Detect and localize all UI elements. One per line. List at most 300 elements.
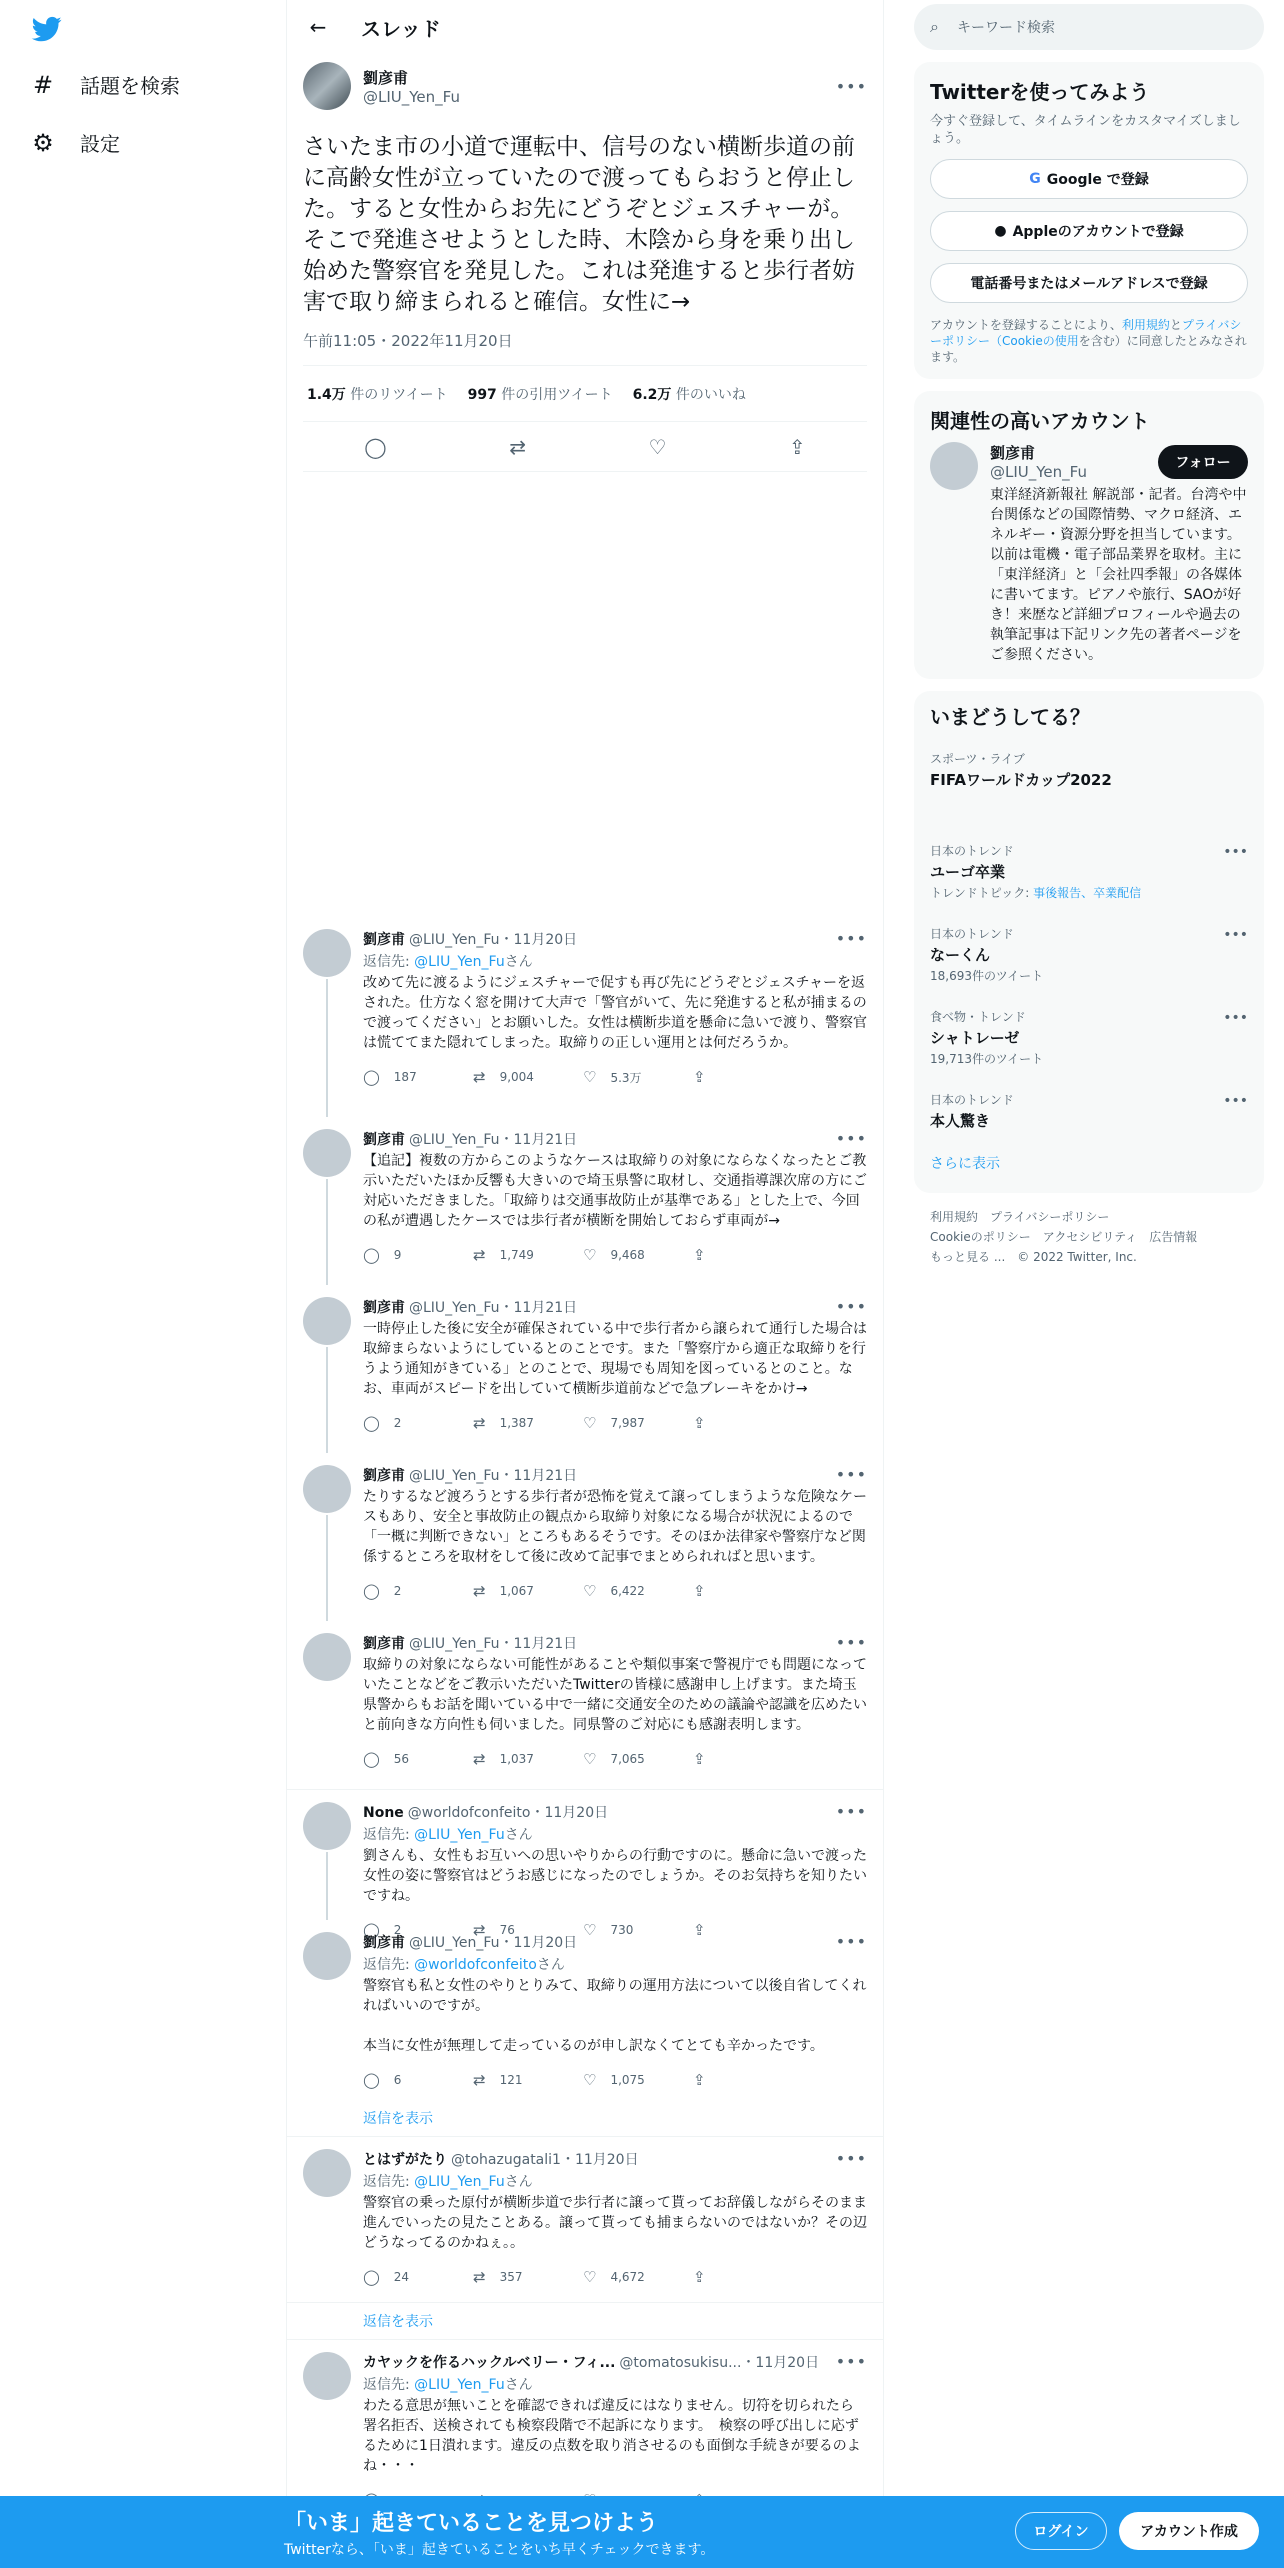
more-options-icon[interactable]: ••• <box>835 1129 867 1148</box>
retweet-icon: ⇄ <box>473 2071 486 2089</box>
search-icon: ⌕ <box>930 17 939 36</box>
replying-to-prefix: 返信先: <box>363 954 415 970</box>
reply-author-name[interactable]: 劉彦甫 <box>363 1468 405 1484</box>
trend-subtext <box>930 967 1248 984</box>
reply-icon: ◯ <box>363 1068 380 1086</box>
reply-tweet[interactable] <box>287 917 883 1117</box>
phone-signup-button[interactable]: 電話番号またはメールアドレスで登録 <box>930 263 1248 303</box>
reply-text: 劉さんも、女性もお互いへの思いやりからの行動ですのに。懸命に急いで渡った女性の姿に警察官はどうお感じになったのでしょうか。そのお気持ちを知りたいですね。 <box>363 1848 867 1904</box>
terms-text-1: アカウントを登録することにより、 <box>930 318 1122 332</box>
reply-count: 2 <box>393 1584 402 1598</box>
reply-button[interactable] <box>363 1246 473 1264</box>
reply-date[interactable]: ・11月20日 <box>560 2152 639 2168</box>
reply-actions <box>363 1065 867 1089</box>
retweet-count: 1,749 <box>499 1248 534 1262</box>
replying-to <box>363 1954 867 1974</box>
reply-tweet[interactable] <box>287 2340 883 2500</box>
trend-category: スポーツ・ライブ <box>930 752 1025 766</box>
reply-date[interactable]: ・11月20日 <box>530 1805 609 1821</box>
trend-subtext <box>930 884 1248 901</box>
related-accounts-card <box>914 391 1264 679</box>
like-count: 7,987 <box>610 1416 645 1430</box>
reply-body <box>363 2149 867 2302</box>
quote-stat[interactable] <box>468 384 613 404</box>
more-options-icon[interactable]: ••• <box>835 1633 867 1652</box>
reply-header <box>363 1297 867 1317</box>
replying-to-link[interactable]: @worldofconfeito <box>414 1957 537 1973</box>
related-title: 関連性の高いアカウント <box>930 409 1150 433</box>
back-arrow-icon[interactable]: ← <box>309 15 327 39</box>
terms-text-3: を含む）に同意したとみなされます。 <box>930 334 1247 364</box>
more-options-icon[interactable]: ••• <box>835 76 867 96</box>
reply-author-handle[interactable]: @LIU_Yen_Fu <box>409 1935 500 1951</box>
reply-author-handle[interactable]: @LIU_Yen_Fu <box>409 1300 500 1316</box>
reply-author-handle[interactable]: @LIU_Yen_Fu <box>409 932 500 948</box>
reply-body <box>363 1802 867 1939</box>
signup-card <box>914 62 1264 379</box>
trends-title: いまどうしてる？ <box>930 705 1090 729</box>
reply-tweet[interactable] <box>287 1920 883 2100</box>
trend-category: 日本のトレンド <box>930 927 1014 941</box>
hashtag-icon: # <box>32 70 54 99</box>
login-button[interactable]: ログイン <box>1015 2512 1107 2550</box>
related-name[interactable]: 劉彦甫 <box>990 444 1036 462</box>
reply-author-name[interactable]: 劉彦甫 <box>363 1300 405 1316</box>
author-name[interactable]: 劉彦甫 <box>363 68 409 87</box>
reply-button[interactable] <box>363 1414 473 1432</box>
retweet-button[interactable] <box>473 1414 583 1432</box>
replying-to-link[interactable]: @LIU_Yen_Fu <box>414 2377 505 2393</box>
footer-link[interactable]: 利用規約 <box>930 1210 979 1224</box>
reply-header <box>363 1932 867 1952</box>
reply-icon: ◯ <box>363 1750 380 1768</box>
reply-text: 警察官も私と女性のやりとりみて、取締りの運用方法について以後自省してくれればいいのですが。 本当に女性が無理して走っているのが申し訳なくてとても辛かったです。 <box>363 1978 867 2054</box>
reply-count: 56 <box>393 1752 410 1766</box>
like-count: 6,422 <box>610 1584 645 1598</box>
retweet-button[interactable] <box>473 1246 583 1264</box>
twitter-bird-icon[interactable] <box>30 14 64 44</box>
reply-actions <box>363 1411 867 1435</box>
trend-subtext-label: 19,713件のツイート <box>930 1052 1044 1066</box>
reply-author-handle[interactable]: @tomatosukisu... <box>619 2355 742 2371</box>
like-icon: ♡ <box>583 1750 597 1768</box>
like-icon: ♡ <box>583 1246 597 1264</box>
retweet-icon: ⇄ <box>473 1582 486 1600</box>
reply-body <box>363 1465 867 1621</box>
retweet-count: 1,037 <box>499 1752 534 1766</box>
trend-name: FIFAワールドカップ2022 <box>930 771 1112 789</box>
footer-more-link[interactable]: もっと見る ... <box>930 1250 1006 1264</box>
more-options-icon[interactable]: ••• <box>1223 1093 1248 1109</box>
reply-tweet[interactable] <box>287 2137 883 2302</box>
avatar[interactable] <box>303 1633 351 1681</box>
gear-icon: ⚙ <box>32 128 54 157</box>
share-icon: ⇪ <box>693 1582 706 1600</box>
trend-subtext-label: 18,693件のツイート <box>930 969 1044 983</box>
avatar[interactable] <box>303 2149 351 2197</box>
reply-icon: ◯ <box>363 1246 380 1264</box>
retweet-button[interactable] <box>473 1582 583 1600</box>
reply-button[interactable] <box>363 1068 473 1086</box>
like-stat-value: 6.2万 <box>632 386 672 403</box>
like-icon: ♡ <box>583 1414 597 1432</box>
share-icon: ⇪ <box>693 2071 706 2089</box>
reply-author-handle[interactable]: @LIU_Yen_Fu <box>409 1468 500 1484</box>
reply-count: 2 <box>393 1923 402 1937</box>
reply-button[interactable] <box>363 2268 473 2286</box>
reply-author-name[interactable]: 劉彦甫 <box>363 932 405 948</box>
author-names <box>363 67 460 106</box>
share-button[interactable] <box>693 2268 803 2286</box>
avatar[interactable] <box>303 1297 351 1345</box>
more-options-icon[interactable]: ••• <box>1223 1010 1248 1026</box>
share-icon: ⇪ <box>693 1414 706 1432</box>
reply-text: たりするなど渡ろうとする歩行者が恐怖を覚えて譲ってしまうような危険なケースもあり、安全と事故防止の観点から取締り対象になる場合が状況によるので「一概に判断できない」ところもあるそうです。そのほか法律家や警察庁など関係するところを取材をして後に改めて記事でまとめられればと思います。 <box>363 1489 867 1565</box>
media-placeholder <box>287 472 883 917</box>
reply-author-name[interactable]: 劉彦甫 <box>363 1935 405 1951</box>
reply-text: わたる意思が無いことを確認できれば違反にはなりません。切符を切られたら署名拒否、送検されても検察段階で不起訴になります。 検察の呼び出しに応ずるために1日潰れます。違反の点数を取り消させるのも面倒な手続きが要るのよね・・・ <box>363 2398 861 2474</box>
retweet-count: 1,067 <box>499 1584 534 1598</box>
footer-link[interactable]: アクセシビリティ <box>1042 1230 1138 1244</box>
like-stat[interactable] <box>633 384 746 404</box>
more-options-icon[interactable]: ••• <box>835 1932 867 1951</box>
avatar[interactable] <box>930 442 978 490</box>
reply-header <box>363 1129 867 1149</box>
reply-tweet[interactable] <box>287 1453 883 1621</box>
replying-to <box>363 951 867 971</box>
reply-author-handle[interactable]: @tohazugatali1 <box>451 2152 561 2168</box>
left-nav <box>0 0 286 2568</box>
reply-count: 2 <box>393 1416 402 1430</box>
reply-author-handle[interactable]: @LIU_Yen_Fu <box>409 1636 500 1652</box>
reply-tweet[interactable] <box>287 1117 883 1285</box>
share-icon[interactable]: ⇪ <box>788 434 806 459</box>
footer-links <box>914 1207 1264 1267</box>
reply-date[interactable]: ・11月21日 <box>499 1300 578 1316</box>
signup-title: Twitterを使ってみよう <box>930 80 1150 104</box>
reply-icon: ◯ <box>363 1582 380 1600</box>
avatar[interactable] <box>303 1129 351 1177</box>
trend-item[interactable] <box>930 830 1248 913</box>
like-button[interactable] <box>583 1414 693 1432</box>
retweet-button[interactable] <box>473 1750 583 1768</box>
like-count: 5.3万 <box>610 1070 642 1085</box>
reply-body <box>363 1129 867 1285</box>
replying-to-prefix: 返信先: <box>363 2174 415 2190</box>
trend-category: 日本のトレンド <box>930 844 1014 858</box>
reply-header <box>363 2352 867 2372</box>
reply-body <box>363 929 867 1117</box>
replying-to <box>363 2171 867 2191</box>
related-handle[interactable]: @LIU_Yen_Fu <box>990 463 1087 481</box>
reply-button[interactable] <box>363 1750 473 1768</box>
retweet-stat-value: 1.4万 <box>307 386 346 403</box>
reply-date[interactable]: ・11月21日 <box>499 1468 578 1484</box>
thread-line <box>326 1515 328 1621</box>
like-button[interactable] <box>583 2268 693 2286</box>
reply-button[interactable] <box>363 1582 473 1600</box>
reply-text: 取締りの対象にならない可能性があることや類似事案で警視庁でも問題になっていたことなどをご教示いただいたTwitterの皆様に感謝申し上げます。また埼玉県警からもお話を聞いている中で一緒に交通安全のための議論や認識を広めたいと前向きな方向性も伺いました。同県警のご対応にも感謝表明します。 <box>363 1657 867 1733</box>
retweet-icon: ⇄ <box>473 1068 486 1086</box>
retweet-icon[interactable]: ⇄ <box>509 434 526 459</box>
avatar[interactable] <box>303 929 351 977</box>
replying-to-prefix: 返信先: <box>363 2377 415 2393</box>
share-button[interactable] <box>693 2071 803 2089</box>
tweet-actions <box>303 422 867 472</box>
like-button[interactable] <box>583 1582 693 1600</box>
reply-text: 警察官の乗った原付が横断歩道で歩行者に譲って貰ってお辞儀しながらそのまま進んでいったの見たことある。譲って貰っても捕まらないのではないか？その辺どうなってるのかねぇ。。 <box>363 2195 867 2251</box>
banner-subtitle: Twitterなら、「いま」起きていることをいち早くチェックできます。 <box>284 2542 715 2558</box>
thread-line <box>326 979 328 1117</box>
retweet-icon: ⇄ <box>473 1750 486 1768</box>
replying-to-suffix: さん <box>536 1957 565 1973</box>
retweet-icon: ⇄ <box>473 1921 486 1939</box>
trends-card <box>914 691 1264 1193</box>
more-options-icon[interactable]: ••• <box>835 1297 867 1316</box>
apple-signup-button[interactable] <box>930 211 1248 251</box>
related-account-body <box>990 442 1248 665</box>
reply-author-handle[interactable]: @worldofconfeito <box>407 1805 531 1821</box>
reply-author-handle[interactable]: @LIU_Yen_Fu <box>409 1132 500 1148</box>
signup-subtitle: 今すぐ登録して、タイムラインをカスタマイズしましょう。 <box>930 114 1241 146</box>
share-icon: ⇪ <box>693 1921 706 1939</box>
reply-count: 24 <box>393 2270 410 2284</box>
retweet-count: 76 <box>499 1923 515 1937</box>
replying-to-suffix: さん <box>504 954 533 970</box>
tweet-text: さいたま市の小道で運転中、信号のない横断歩道の前に高齢女性が立っていたので渡ってもらおうと停止した。すると女性からお先にどうぞとジェスチャーが。そこで発進させようとした時、木陰から身を乗り出し始めた警察官を発見した。これは発進すると歩行者妨害で取り締まられると確信。女性に→ <box>303 134 855 315</box>
footer-line-1 <box>930 1207 1264 1227</box>
thread-line <box>326 1179 328 1285</box>
reply-count: 9 <box>393 1248 402 1262</box>
retweet-count: 9,004 <box>499 1070 534 1084</box>
avatar[interactable] <box>303 2352 351 2400</box>
show-replies-link[interactable]: 返信を表示 <box>287 2100 883 2137</box>
like-button[interactable] <box>583 1068 693 1086</box>
replying-to-prefix: 返信先: <box>363 1957 415 1973</box>
main-column <box>286 0 884 2568</box>
reply-body <box>363 1932 867 2100</box>
trend-item[interactable] <box>930 913 1248 996</box>
more-options-icon[interactable]: ••• <box>835 929 867 948</box>
like-icon[interactable]: ♡ <box>648 434 667 459</box>
main-tweet-header <box>303 54 867 118</box>
terms-link[interactable]: 利用規約 <box>1121 318 1170 332</box>
reply-body <box>363 2352 867 2500</box>
trend-topic-links[interactable]: 事後報告、卒業配信 <box>1033 886 1142 900</box>
replying-to <box>363 1824 867 1844</box>
replying-to-suffix: さん <box>504 2174 533 2190</box>
footer-link[interactable]: プライバシーポリシー <box>990 1210 1110 1224</box>
reply-date[interactable]: ・11月20日 <box>499 932 578 948</box>
bottom-signup-banner <box>0 2496 1284 2568</box>
reply-header <box>363 929 867 949</box>
like-count: 730 <box>610 1923 634 1937</box>
reply-date[interactable]: ・11月21日 <box>499 1636 578 1652</box>
like-icon: ♡ <box>583 2268 597 2286</box>
replying-to-suffix: さん <box>504 2377 533 2393</box>
avatar[interactable] <box>303 62 351 110</box>
author-handle[interactable]: @LIU_Yen_Fu <box>363 87 460 106</box>
reply-icon: ◯ <box>363 2268 380 2286</box>
google-signup-button[interactable] <box>930 159 1248 199</box>
retweet-button[interactable] <box>473 1068 583 1086</box>
follow-button[interactable]: フォロー <box>1158 445 1248 479</box>
replying-to-link[interactable]: @LIU_Yen_Fu <box>414 1827 505 1843</box>
retweet-icon: ⇄ <box>473 2268 486 2286</box>
nav-settings-label: 設定 <box>80 132 120 156</box>
trends-show-more-link[interactable]: さらに表示 <box>930 1156 1000 1172</box>
like-count: 7,065 <box>610 1752 645 1766</box>
like-count: 4,672 <box>610 2270 645 2284</box>
apple-signup-label: Appleのアカウントで登録 <box>1012 224 1184 240</box>
reply-author-name[interactable]: None <box>363 1805 404 1821</box>
terms-text-2: と <box>1169 318 1182 332</box>
tweet-timestamp[interactable]: 午前11:05・2022年11月20日 <box>303 330 867 366</box>
reply-tweet[interactable] <box>287 1285 883 1453</box>
reply-header <box>363 1633 867 1653</box>
reply-text: 改めて先に渡るようにジェスチャーで促すも再び先にどうぞとジェスチャーを返された。仕方なく窓を開けて大声で「警官がいて、先に発進すると私が捕まるので渡ってください」とお願いした。女性は横断歩道を懸命に急いで渡り、警察官は慌ててまた隠れてしまった。取締りの正しい運用とは何だろうか。 <box>363 975 867 1051</box>
nav-explore-label: 話題を検索 <box>80 74 180 98</box>
like-button[interactable] <box>583 1246 693 1264</box>
reply-body <box>363 1633 867 1789</box>
share-button[interactable] <box>693 1750 803 1768</box>
more-options-icon[interactable]: ••• <box>835 1465 867 1484</box>
nav-settings[interactable] <box>30 128 120 157</box>
more-options-icon[interactable]: ••• <box>835 2352 867 2371</box>
like-button[interactable] <box>583 1750 693 1768</box>
reply-actions <box>363 1243 867 1267</box>
top-bar <box>287 0 883 54</box>
signup-button[interactable]: アカウント作成 <box>1119 2512 1259 2550</box>
footer-link[interactable]: 広告情報 <box>1149 1230 1198 1244</box>
reply-body <box>363 1297 867 1453</box>
reply-icon: ◯ <box>363 1921 380 1939</box>
reply-author-name[interactable]: 劉彦甫 <box>363 1636 405 1652</box>
replying-to <box>363 2374 867 2394</box>
trend-category: 日本のトレンド <box>930 1093 1014 1107</box>
share-icon: ⇪ <box>693 1068 706 1086</box>
share-icon: ⇪ <box>693 2268 706 2286</box>
reply-tweet[interactable] <box>287 1790 883 1939</box>
trend-name: ユーゴ卒業 <box>930 863 1006 881</box>
trend-name: シャトレーゼ <box>930 1029 1020 1047</box>
reply-header <box>363 2149 867 2169</box>
retweet-stat-label: 件のリツイート <box>350 386 448 403</box>
reply-count: 187 <box>393 1070 417 1084</box>
share-icon: ⇪ <box>693 1246 706 1264</box>
reply-icon: ◯ <box>363 1414 380 1432</box>
like-icon: ♡ <box>583 1582 597 1600</box>
nav-explore[interactable] <box>30 70 180 99</box>
trend-subtext <box>930 1050 1248 1067</box>
reply-actions <box>363 1747 867 1771</box>
apple-icon: ● <box>994 223 1007 239</box>
reply-author-name[interactable]: とはずがたり <box>363 2152 447 2168</box>
reply-date[interactable]: ・11月20日 <box>741 2355 820 2371</box>
like-stat-label: 件のいいね <box>675 386 746 403</box>
search-box[interactable] <box>914 4 1264 50</box>
reply-button[interactable] <box>363 2071 473 2089</box>
reply-actions <box>363 1579 867 1603</box>
share-button[interactable] <box>693 1068 803 1086</box>
reply-count: 6 <box>393 2073 402 2087</box>
reply-actions <box>363 2068 867 2092</box>
reply-text: 【追記】複数の方からこのようなケースは取締りの対象にならなくなったとご教示いただいたほか反響も大きいので埼玉県警に取材し、交通指導課次席の方にご対応いただきました。「取締りは交通事故防止が基準である」とした上で、今回の私が遭遇したケースでは歩行者が横断を開始しておらず車両が→ <box>363 1153 867 1229</box>
like-count: 1,075 <box>610 2073 645 2087</box>
quote-stat-value: 997 <box>467 386 497 403</box>
trend-item[interactable] <box>930 1079 1248 1143</box>
reply-icon[interactable]: ◯ <box>364 434 387 459</box>
share-button[interactable] <box>693 1246 803 1264</box>
replying-to-link[interactable]: @LIU_Yen_Fu <box>414 954 505 970</box>
reply-date[interactable]: ・11月20日 <box>499 1935 578 1951</box>
retweet-icon: ⇄ <box>473 1246 486 1264</box>
retweet-button[interactable] <box>473 2268 583 2286</box>
related-account[interactable] <box>930 442 1248 665</box>
retweet-stat[interactable] <box>307 384 448 404</box>
footer-line-2 <box>930 1227 1264 1247</box>
reply-header <box>363 1802 867 1822</box>
trend-name: 本人驚き <box>930 1112 991 1130</box>
trends-list <box>930 738 1248 1143</box>
share-icon: ⇪ <box>693 1750 706 1768</box>
more-options-icon[interactable]: ••• <box>1223 844 1248 860</box>
copyright: © 2022 Twitter, Inc. <box>1017 1250 1137 1264</box>
replying-to-suffix: さん <box>504 1827 533 1843</box>
replying-to-prefix: 返信先: <box>363 1827 415 1843</box>
share-button[interactable] <box>693 1582 803 1600</box>
retweet-count: 1,387 <box>499 1416 534 1430</box>
reply-tweet[interactable] <box>287 1621 883 1789</box>
like-count: 9,468 <box>610 1248 645 1262</box>
like-icon: ♡ <box>583 2071 597 2089</box>
share-button[interactable] <box>693 1414 803 1432</box>
reply-author-name[interactable]: 劉彦甫 <box>363 1132 405 1148</box>
trend-item[interactable] <box>930 738 1248 830</box>
reply-text: 一時停止した後に安全が確保されている中で歩行者から譲られて通行した場合は取締まらないようにしているとのことです。また「警察庁から適正な取締りを行うよう通知がきている」とのことで、現場でも周知を図っているとのこと。なお、車両がスピードを出していて横断歩道前などで急ブレーキをかけ→ <box>363 1321 867 1397</box>
reply-actions <box>363 2265 867 2289</box>
retweet-button[interactable] <box>473 2071 583 2089</box>
replying-to-link[interactable]: @LIU_Yen_Fu <box>414 2174 505 2190</box>
avatar[interactable] <box>303 1932 351 1980</box>
reply-date[interactable]: ・11月21日 <box>499 1132 578 1148</box>
footer-link[interactable]: Cookieのポリシー <box>930 1230 1031 1244</box>
quote-stat-label: 件の引用ツイート <box>501 386 613 403</box>
thread-line <box>326 1852 328 1920</box>
footer-line-3 <box>930 1247 1264 1267</box>
avatar[interactable] <box>303 1465 351 1513</box>
more-options-icon[interactable]: ••• <box>835 1802 867 1821</box>
related-account-header <box>990 442 1248 481</box>
signup-terms <box>930 317 1248 365</box>
trend-category: 食べ物・トレンド <box>930 1010 1026 1024</box>
tweet-stats <box>303 366 867 422</box>
retweet-count: 121 <box>499 2073 523 2087</box>
trend-item[interactable] <box>930 996 1248 1079</box>
retweet-icon: ⇄ <box>473 1414 486 1432</box>
more-options-icon[interactable]: ••• <box>835 2149 867 2168</box>
show-replies-link[interactable]: 返信を表示 <box>287 2303 883 2340</box>
reply-author-name[interactable]: カヤックを作るハックルベリー・フィ... <box>363 2355 616 2371</box>
privacy-link[interactable]: プライバシーポリシー（Cookieの使用 <box>930 318 1242 348</box>
avatar[interactable] <box>303 1802 351 1850</box>
trend-subtext-label: トレンドトピック: <box>930 886 1034 900</box>
google-signup-label: Google で登録 <box>1046 172 1149 188</box>
like-button[interactable] <box>583 2071 693 2089</box>
related-account-names <box>990 442 1087 481</box>
replies-list <box>287 917 883 2500</box>
more-options-icon[interactable]: ••• <box>1223 927 1248 943</box>
